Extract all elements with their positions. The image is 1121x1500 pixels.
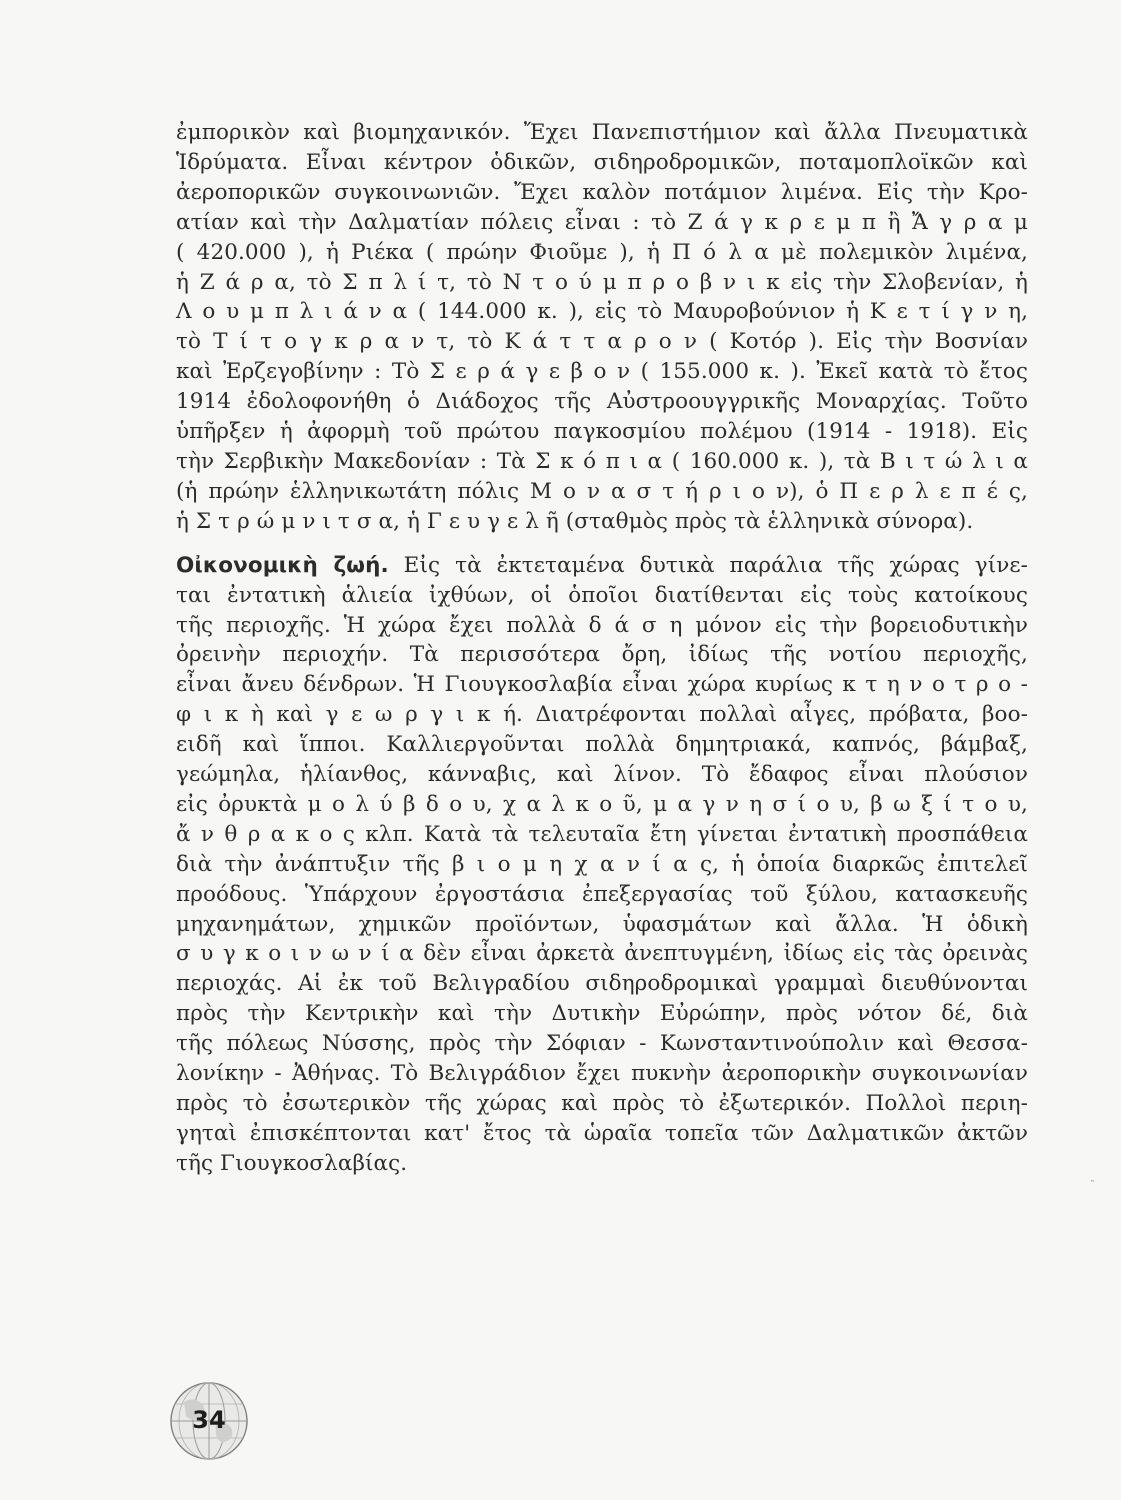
text-line: πρὸς τὴν Κεντρικὴν καὶ τὴν Δυτικὴν Εὐρώπην, πρὸς νότον δέ, διὰ [176, 1001, 1028, 1027]
text-line: τὸ Τ ί τ ο γ κ ρ α ν τ, τὸ Κ ά τ τ α ρ ο ν ( Κοτόρ ). Εἰς τὴν Βοσνίαν [176, 329, 1028, 355]
text-line: τὴν Σερβικὴν Μακεδονίαν : Τὰ Σ κ ό π ι α ( 160.000 κ. ), τὰ Β ι τ ώ λ ι α [176, 448, 1028, 474]
text-line: διὰ τὴν ἀνάπτυξιν τῆς β ι ο μ η χ α ν ί α ς, ἡ ὁποία διαρκῶς ἐπιτελεῖ [176, 851, 1028, 877]
text-line: τῆς Γιουγκοσλαβίας. [176, 1150, 408, 1176]
text-line: καὶ Ἐρζεγοβίνην : Τὸ Σ ε ρ ά γ ε β ο ν ( 155.000 κ. ). Ἐκεῖ κατὰ τὸ ἔτος [176, 359, 1028, 385]
text-line: ἡ Σ τ ρ ώ μ ν ι τ σ α, ἡ Γ ε υ γ ε λ ῆ (σταθμὸς πρὸς τὰ ἑλληνικὰ σύνορα). [176, 508, 974, 534]
text-line: εἰς ὀρυκτὰ μ ο λ ύ β δ ο υ, χ α λ κ ο ῦ, μ α γ ν η σ ί ο υ, β ω ξ ί τ ο υ, [176, 791, 1028, 817]
text-line: ἐμπορικὸν καὶ βιομηχανικόν. Ἔχει Πανεπιστήμιον καὶ ἄλλα Πνευματικὰ [176, 120, 1028, 145]
text-line: εἶναι ἄνευ δένδρων. Ἡ Γιουγκοσλαβία εἶναι χώρα κυρίως κ τ η ν ο τ ρ ο - [176, 672, 1028, 698]
text-line: γεώμηλα, ἡλίανθος, κάνναβις, καὶ λίνον. Τὸ ἔδαφος εἶναι πλούσιον [176, 762, 1028, 788]
text-line: ἀεροπορικῶν συγκοινωνιῶν. Ἔχει καλὸν ποτάμιον λιμένα. Εἰς τὴν Κρο- [176, 179, 1028, 205]
text-line: πρὸς τὸ ἐσωτερικὸν τῆς χώρας καὶ πρὸς τὸ ἐξωτερικόν. Πολλοὶ περιη- [176, 1091, 1028, 1116]
paper-speck: ˜ [1090, 1180, 1095, 1191]
text-line: ( 420.000 ), ἡ Ριέκα ( πρώην Φιοῦμε ), ἡ Π ό λ α μὲ πολεμικὸν λιμένα, [176, 239, 1028, 265]
paragraph-economy [176, 551, 1028, 1179]
text-line: ὑπῆρξεν ἡ ἀφορμὴ τοῦ πρώτου παγκοσμίου πολέμου (1914 - 1918). Εἰς [176, 419, 1028, 445]
text-line: τῆς περιοχῆς. Ἡ χώρα ἔχει πολλὰ δ ά σ η μόνον εἰς τὴν βορειοδυτικὴν [176, 612, 1028, 638]
text-line: λονίκην - Ἀθήνας. Τὸ Βελιγράδιον ἔχει πυκνὴν ἀεροπορικὴν συγκοινωνίαν [176, 1061, 1028, 1087]
text-line: ται ἐντατικὴ ἁλιεία ἰχθύων, οἱ ὁποῖοι διατίθενται εἰς τοὺς κατοίκους [176, 582, 1028, 608]
page-number: 34 [192, 1406, 226, 1434]
paragraph-cities [176, 118, 1028, 537]
text-line: τῆς πόλεως Νύσσης, πρὸς τὴν Σόφιαν - Κωνσταντινούπολιν καὶ Θεσσα- [176, 1031, 1028, 1057]
text-line: ὀρεινὴν περιοχήν. Τὰ περισσότερα ὄρη, ἰδίως τῆς νοτίου περιοχῆς, [176, 642, 1028, 668]
text-line: (ἡ πρώην ἑλληνικωτάτη πόλις Μ ο ν α σ τ ή ρ ι ο ν), ὁ Π ε ρ λ ε π έ ς, [176, 478, 1028, 504]
text-line: γηταὶ ἐπισκέπτονται κατ' ἔτος τὰ ὡραῖα τοπεῖα τῶν Δαλματικῶν ἀκτῶν [176, 1120, 1028, 1146]
text-line: Λ ο υ μ π λ ι ά ν α ( 144.000 κ. ), εἰς τὸ Μαυροβούνιον ἡ Κ ε τ ί γ ν η, [176, 299, 1028, 325]
text-line: ατίαν καὶ τὴν Δαλματίαν πόλεις εἶναι : τὸ Ζ ά γ κ ρ ε μ π ἢ Ἄ γ ρ α μ [176, 209, 1028, 235]
text-line: μηχανημάτων, χημικῶν προϊόντων, ὑφασμάτων καὶ ἄλλα. Ἡ ὁδικὴ [176, 911, 1028, 937]
paragraph-gap [176, 537, 1028, 551]
text-line-rest: Εἰς τὰ ἐκτεταμένα δυτικὰ παράλια τῆς χώρας γίνε- [388, 552, 1029, 578]
text-line: περιοχάς. Αἱ ἐκ τοῦ Βελιγραδίου σιδηροδρομικαὶ γραμμαὶ διευθύνονται [176, 971, 1028, 997]
text-line: ἡ Ζ ά ρ α, τὸ Σ π λ ί τ, τὸ Ν τ ο ύ μ π ρ ο β ν ι κ εἰς τὴν Σλοβενίαν, ἡ [176, 269, 1028, 295]
text-line: φ ι κ ὴ καὶ γ ε ω ρ γ ι κ ή. Διατρέφονται πολλαὶ αἶγες, πρόβατα, βοο- [176, 702, 1028, 728]
text-line [176, 551, 1028, 581]
text-line: ειδῆ καὶ ἵπποι. Καλλιεργοῦνται πολλὰ δημητριακά, καπνός, βάμβαξ, [176, 732, 1028, 758]
text-line: σ υ γ κ ο ι ν ω ν ί α δὲν εἶναι ἀρκετὰ ἀνεπτυγμένη, ἰδίως εἰς τὰς ὀρεινὰς [176, 941, 1028, 967]
body-text [176, 118, 1028, 1179]
text-line: ἄ ν θ ρ α κ ο ς κλπ. Κατὰ τὰ τελευταῖα ἔτη γίνεται ἐντατικὴ προσπάθεια [176, 821, 1028, 847]
text-line: Ἱδρύματα. Εἶναι κέντρον ὁδικῶν, σιδηροδρομικῶν, ποταμοπλοϊκῶν καὶ [176, 149, 1028, 175]
text-line: 1914 ἐδολοφονήθη ὁ Διάδοχος τῆς Αὐστροουγγρικῆς Μοναρχίας. Τοῦτο [176, 389, 1028, 415]
text-line: προόδους. Ὑπάρχουν ἐργοστάσια ἐπεξεργασίας τοῦ ξύλου, κατασκευῆς [176, 881, 1028, 907]
section-heading: Οἰκονομικὴ ζωή. [176, 552, 389, 578]
